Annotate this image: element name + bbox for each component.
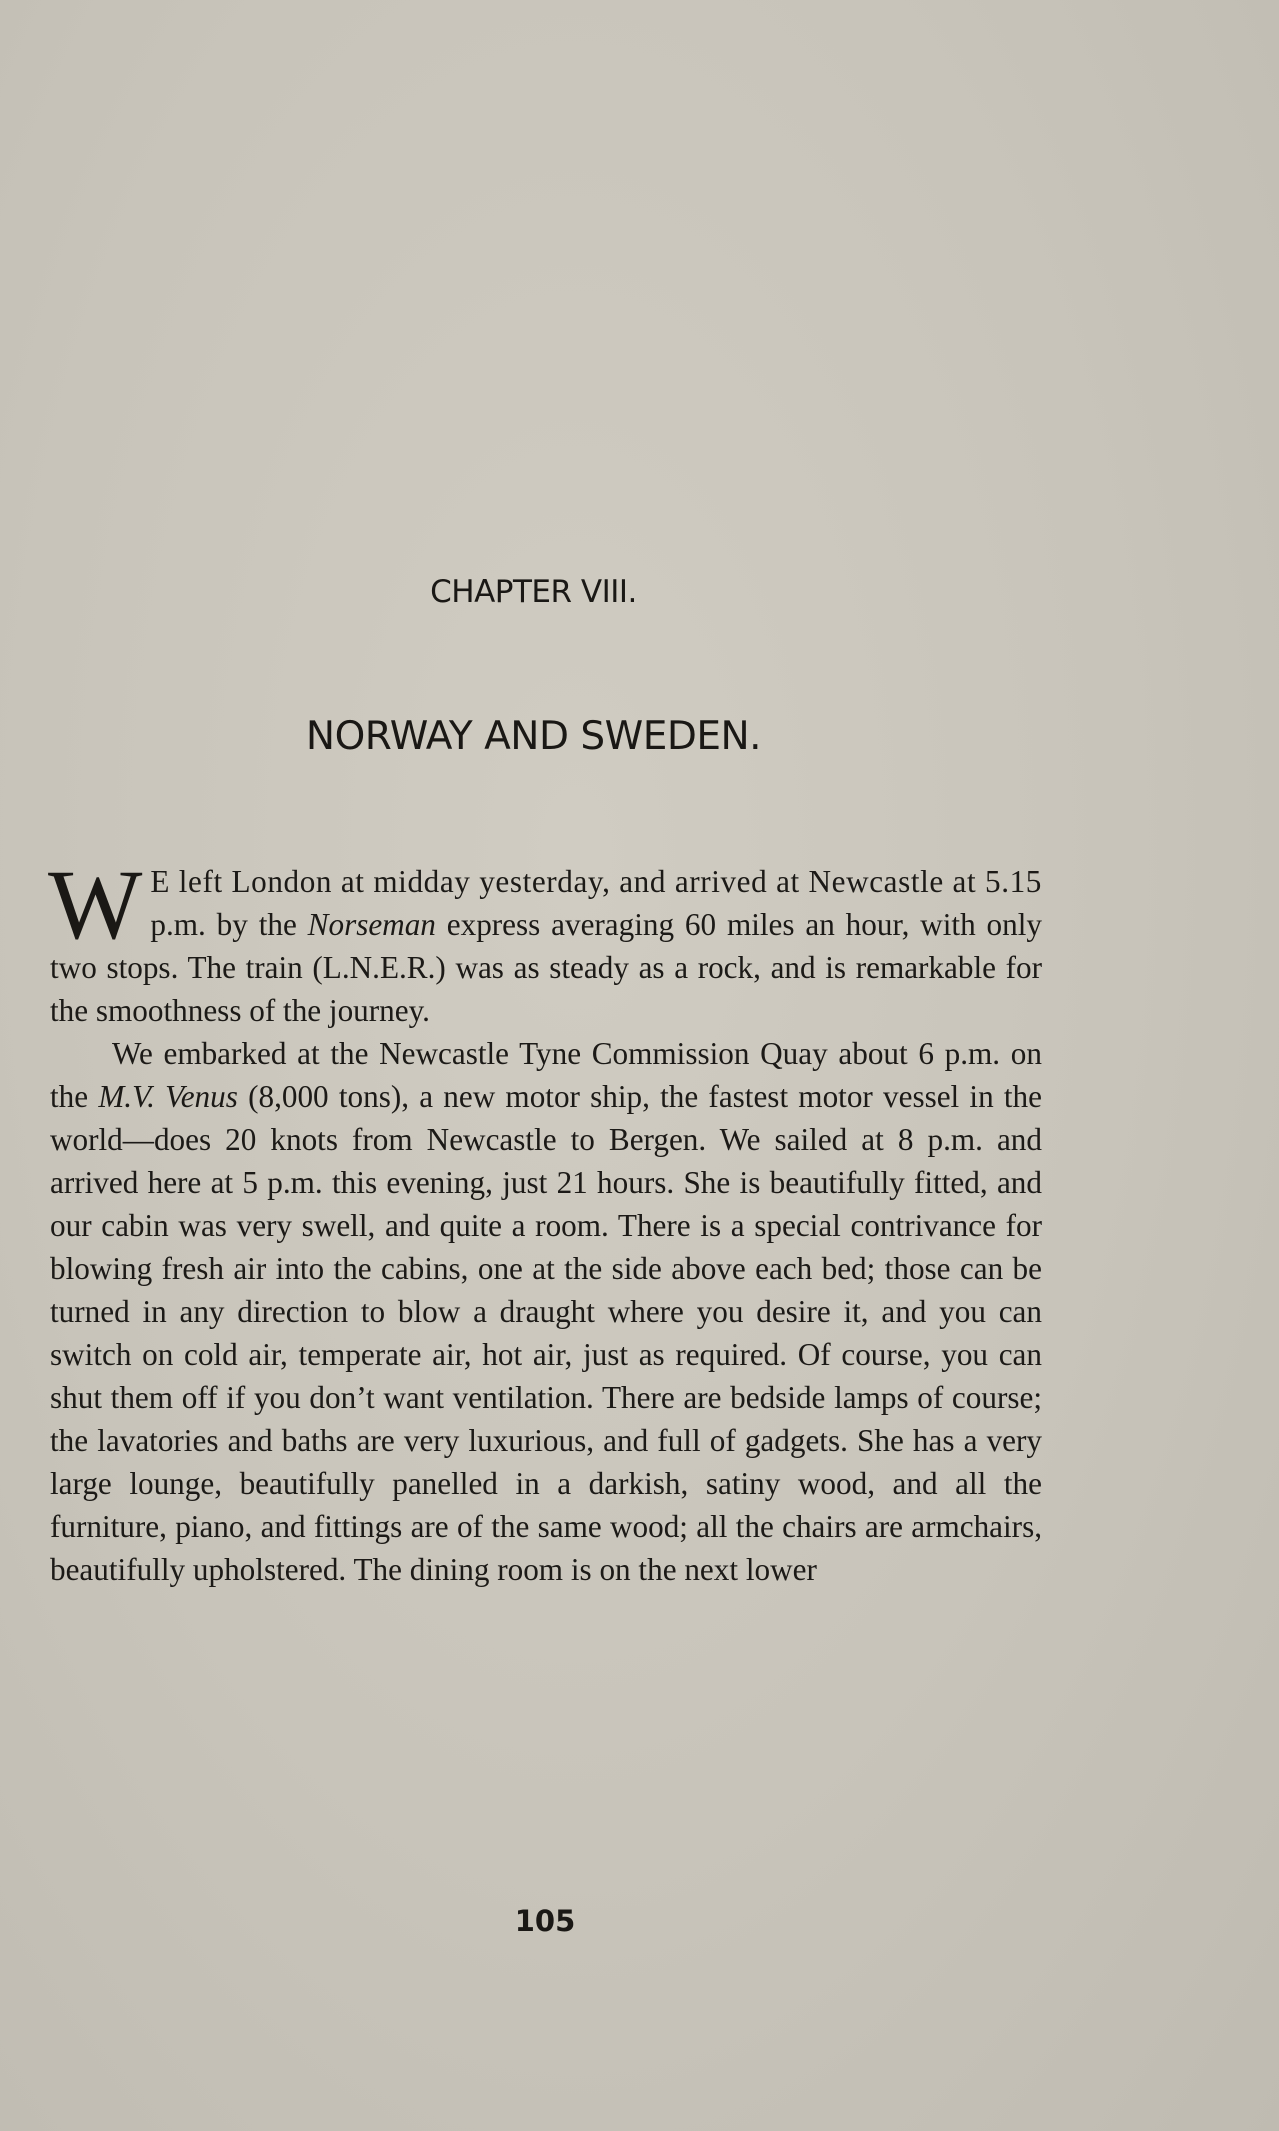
paragraph-1-text-a: E left London at midday yesterday, and arrived at Newcastle at 5.15 p.m. by the: [150, 864, 1042, 942]
paragraph-1: [48, 849, 1042, 1032]
paragraph-2-text-a: We embarked at the Newcastle Tyne Commission Quay about 6 p.m. on the: [50, 1036, 1042, 1114]
body-text: [48, 849, 1042, 1591]
chapter-title: NORWAY AND SWEDEN.: [305, 714, 762, 759]
chapter-heading: CHAPTER VIII.: [430, 574, 637, 610]
paragraph-2-text-b: (8,000 tons), a new motor ship, the fastest motor vessel in the world—does 20 knots from Newcastle to Bergen. We sailed at 8 p.m. and arrived here at 5 p.m. this evening, just 21 hours. She is beautifully fitted, and our cabin was very swell, and quite a room. There is a special contrivance for blowing fresh air into the cabins, one at the side above each bed; those can be turned in any direction to blow a draught where you desire it, and you can switch on cold air, temperate air, hot air, just as required. Of course, you can shut them off if you don’t want ventilation. There are bedside lamps of course; the lavatories and baths are very luxurious, and full of gadgets. She has a very large lounge, beautifully panelled in a darkish, satiny wood, and all the furniture, piano, and fittings are of the same wood; all the chairs are armchairs, beautifully upholstered. The dining room is on the next lower: [50, 1079, 1042, 1587]
train-name: Norseman: [307, 907, 436, 942]
paragraph-2: [50, 1032, 1042, 1591]
paragraph-1-text-b: express averaging 60 miles an hour, with only two stops. The train (L.N.E.R.) was as steady as a rock, and is remarkable for the smoothness of the journey.: [50, 907, 1042, 1028]
page-number: 105: [514, 1904, 576, 1938]
drop-cap: W: [48, 849, 143, 960]
ship-name: M.V. Venus: [98, 1079, 238, 1114]
